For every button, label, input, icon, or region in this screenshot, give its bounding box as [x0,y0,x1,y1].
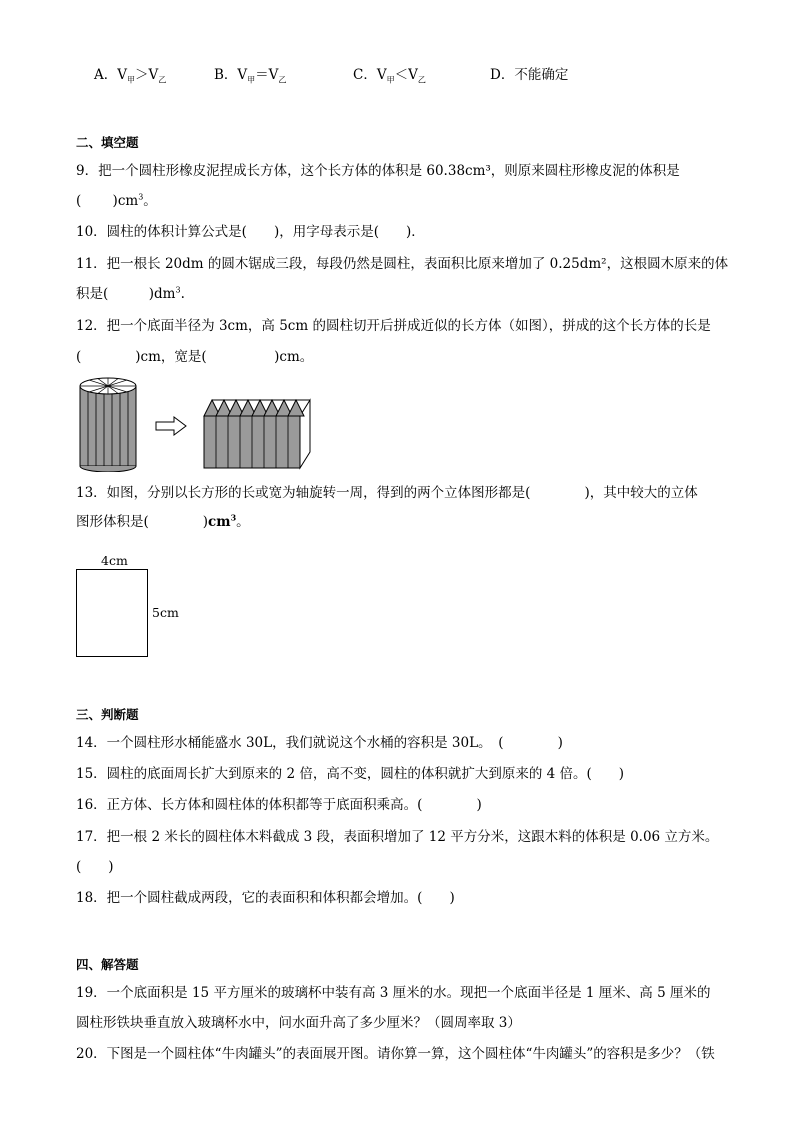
option-d: D．不能确定 [490,67,569,83]
question-13-line2: 图形体积是( )$cm^3$。 [76,512,250,530]
question-12-line1: 12．把一个底面半径为 3cm，高 5cm 的圆柱切开后拼成近似的长方体（如图），拼成的这个长方体的长是 [76,318,711,334]
question-11-line1: 11．把一根长 20dm 的圆木锯成三段，每段仍然是圆柱，表面积比原来增加了 0.25dm²，这根圆木原来的体 [76,256,729,272]
rectangle-figure [76,569,148,657]
question-12-line2: ( )cm，宽是( )cm。 [76,349,314,365]
section-heading-answer: 四、解答题 [76,957,139,972]
cylinder-to-cuboid-figure [74,372,314,472]
arrow-right-icon [156,417,186,435]
question-19-line1: 19．一个底面积是 15 平方厘米的玻璃杯中装有高 3 厘米的水。现把一个底面半径是 1 厘米、高 5 厘米的 [76,985,711,1001]
question-9-line2: ( )$cm^3$。 [76,192,157,209]
question-10: 10．圆柱的体积计算公式是( )，用字母表示是( )． [76,224,425,240]
section-heading-fill-in: 二、填空题 [76,135,139,150]
question-17-line1: 17．把一根 2 米长的圆柱体木料截成 3 段，表面积增加了 12 平方分米，这跟木料的体积是 0.06 立方米。 [76,829,719,845]
option-b: B．$V_甲=V_乙$ [214,67,287,85]
question-13-line1: 13．如图，分别以长方形的长或宽为轴旋转一周，得到的两个立体图形都是( )，其中较大的立体 [76,485,698,501]
rect-width-label: 4cm [101,553,128,568]
question-18: 18．把一个圆柱截成两段，它的表面积和体积都会增加。( ) [76,890,455,906]
question-14: 14．一个圆柱形水桶能盛水 30L，我们就说这个水桶的容积是 30L。 ( ) [76,735,563,751]
option-c: C．$V_甲<V_乙$ [353,67,426,85]
option-a: A．$V_甲>V_乙$ [94,67,167,85]
cylinder-icon [80,378,136,472]
question-16: 16．正方体、长方体和圆柱体的体积都等于底面积乘高。( ) [76,797,482,813]
question-11-line2: 积是( )$dm^3$. [76,285,185,302]
section-heading-true-false: 三、判断题 [76,707,139,722]
cuboid-icon [204,400,310,468]
question-19-line2: 圆柱形铁块垂直放入玻璃杯水中，问水面升高了多少厘米？（圆周率取 3） [76,1015,521,1031]
question-9-line1: 9．把一个圆柱形橡皮泥捏成长方体，这个长方体的体积是 60.38cm³，则原来圆柱形橡皮泥的体积是 [76,163,680,179]
question-20: 20．下图是一个圆柱体“牛肉罐头”的表面展开图。请你算一算，这个圆柱体“牛肉罐头”的容积是多少？（铁 [76,1046,715,1062]
question-17-line2: ( ) [76,859,114,875]
rect-height-label: 5cm [152,605,179,620]
question-15: 15．圆柱的底面周长扩大到原来的 2 倍，高不变，圆柱的体积就扩大到原来的 4 倍。( ) [76,766,625,782]
